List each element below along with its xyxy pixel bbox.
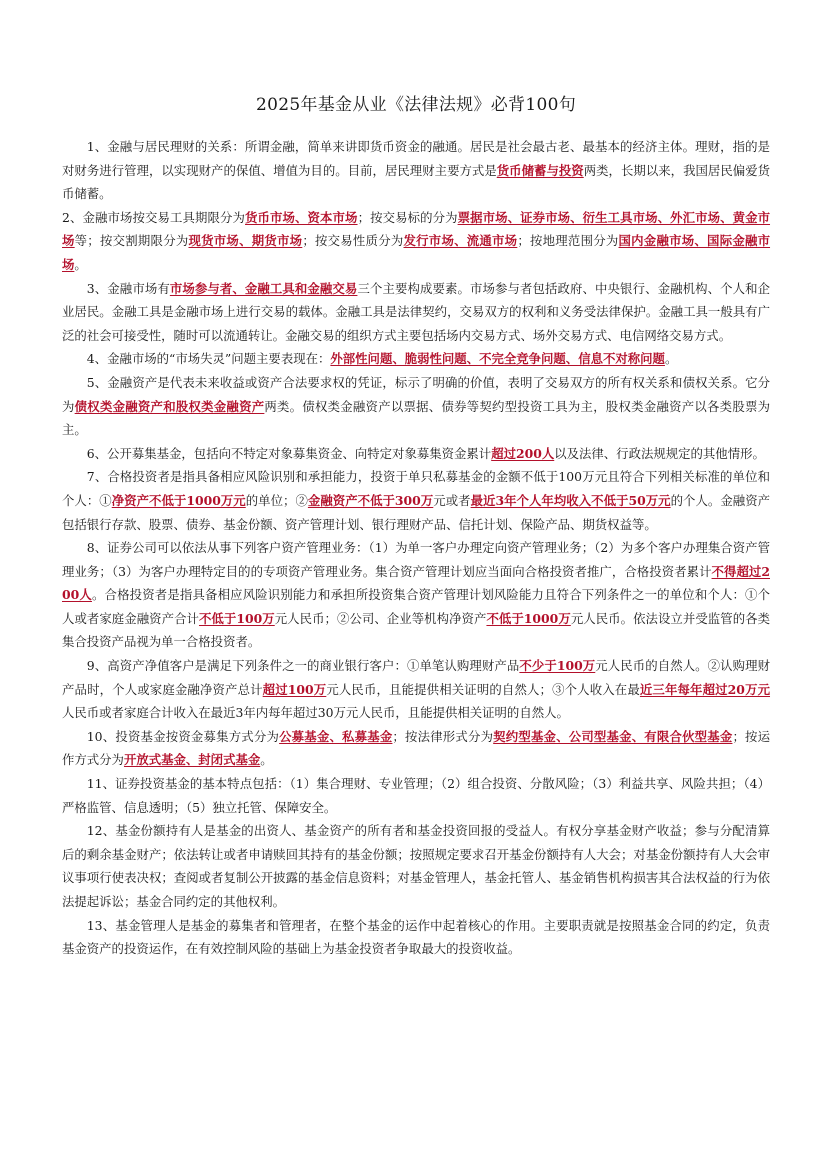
paragraph-3: [62, 277, 770, 348]
body-text: 等；按交割期限分为: [74, 233, 189, 249]
body-text: 两类，长期以来，我国居民偏爱货币储蓄。: [62, 162, 771, 202]
document-body: [62, 135, 770, 961]
highlight-text: 净资产不低于1000万元: [111, 492, 246, 508]
body-text: 元或者: [433, 492, 471, 508]
body-text: ；按交易标的分为: [357, 209, 458, 225]
body-text: 的单位；②: [245, 492, 308, 508]
highlight-text: 国内金融市场、国际金融市场: [62, 233, 771, 272]
highlight-text: 不低于1000万: [486, 610, 571, 626]
body-text: ；按运作方式分为: [62, 728, 771, 768]
body-text: 13、基金管理人是基金的募集者和管理者，在整个基金的运作中起着核心的作用。主要职责就是按照基金合同的约定，负责基金资产的投资运作，在有效控制风险的基础上为基金投资者争取最大的投资收益。: [62, 917, 770, 957]
highlight-text: 外部性问题、脆弱性问题、不完全竞争问题、信息不对称问题: [330, 351, 665, 367]
paragraph-13: [62, 914, 770, 961]
body-text: 。: [260, 752, 273, 768]
highlight-text: 不得超过200人: [62, 563, 770, 603]
body-text: 元人民币的自然人。②认购理财产品时，个人或家庭金融净资产总计: [62, 658, 771, 697]
body-text: 。合格投资者是指具备相应风险识别能力和承担所投资集合资产管理计划风险能力且符合下列条件之一的单位和个人：①个人或者家庭金融资产合计: [62, 587, 771, 626]
body-text: ；按交易性质分为: [302, 233, 404, 249]
document-page: [62, 90, 770, 961]
body-text: 以及法律、行政法规规定的其他情形。: [554, 445, 765, 461]
paragraph-11: [62, 772, 770, 819]
paragraph-4: [62, 347, 770, 371]
body-text: 12、基金份额持有人是基金的出资人、基金资产的所有者和基金投资回报的受益人。有权分享基金财产收益；参与分配清算后的剩余基金财产；依法转让或者申请赎回其持有的基金份额；按照规定要求召开基金份额持有人大会；对基金份额持有人大会审议事项行使表决权；查阅或者复制公开披露的基金信息资料；对基金管理人，基金托管人、基金销售机构损害其合法权益的行为依法提起诉讼；基金合同约定的其他权利。: [62, 823, 770, 909]
body-text: 元人民币；②公司、企业等机构净资产: [274, 610, 487, 626]
highlight-text: 超过100万: [262, 681, 327, 697]
body-text: 。: [74, 256, 87, 272]
body-text: 人民币或者家庭合计收入在最近3年内每年超过30万元人民币，且能提供相关证明的自然人。: [62, 705, 569, 721]
paragraph-8: [62, 536, 770, 654]
paragraph-1: [62, 135, 770, 206]
body-text: 4、金融市场的“市场失灵”问题主要表现在：: [86, 351, 331, 367]
paragraph-2: [62, 206, 770, 277]
body-text: 元人民币。依法设立并受监管的各类集合投资产品视为单一合格投资者。: [62, 610, 770, 650]
body-text: 三个主要构成要素。市场参与者包括政府、中央银行、金融机构、个人和企业居民。金融工具是金融市场上进行交易的载体。金融工具是法律契约，交易双方的权利和义务受法律保护。金融工具一般具有广泛的社会可接受性，随时可以流通转让。金融交易的组织方式主要包括场内交易方式、场外交易方式、电信网络交易方式。: [62, 280, 771, 343]
highlight-text: 契约型基金、公司型基金、有限合伙型基金: [493, 728, 733, 744]
body-text: 。: [664, 351, 678, 367]
paragraph-10: [62, 725, 770, 772]
highlight-text: 开放式基金、封闭式基金: [123, 752, 261, 768]
body-text: 9、高资产净值客户是满足下列条件之一的商业银行客户：①单笔认购理财产品: [86, 658, 520, 674]
highlight-text: 公募基金、私募基金: [279, 728, 393, 744]
highlight-text: 近三年每年超过20万元: [639, 681, 771, 697]
highlight-text: 债权类金融资产和股权类金融资产: [74, 398, 265, 414]
body-text: ；按法律形式分为: [392, 728, 494, 744]
paragraph-6: [62, 442, 770, 466]
body-text: 11、证券投资基金的基本特点包括：（1）集合理财、专业管理；（2）组合投资、分散风险；（3）利益共享、风险共担；（4）严格监管、信息透明；（5）独立托管、保障安全。: [62, 776, 770, 815]
body-text: 两类。债权类金融资产以票据、债券等契约型投资工具为主，股权类金融资产以各类股票为主。: [62, 398, 771, 438]
body-text: 的个人。金融资产包括银行存款、股票、债券、基金份额、资产管理计划、银行理财产品、信托计划、保险产品、期货权益等。: [62, 492, 771, 532]
body-text: 5、金融资产是代表未来收益或资产合法要求权的凭证，标示了明确的价值，表明了交易双方的所有权关系和债权关系。它分为: [62, 374, 770, 414]
highlight-text: 金融资产不低于300万: [307, 492, 434, 508]
highlight-text: 票据市场、证券市场、衍生工具市场、外汇市场、黄金市场: [62, 209, 771, 249]
highlight-text: 超过200人: [491, 445, 555, 461]
highlight-text: 市场参与者、金融工具和金融交易: [169, 280, 358, 296]
body-text: 7、合格投资者是指具备相应风险识别和承担能力，投资于单只私募基金的金额不低于100万元且符合下列相关标准的单位和个人：①: [62, 469, 770, 508]
highlight-text: 现货市场、期货市场: [188, 233, 303, 249]
body-text: 3、金融市场有: [86, 280, 170, 296]
highlight-text: 最近3年个人年均收入不低于50万元: [470, 492, 671, 508]
page-title: 2025年基金从业《法律法规》必背100句: [255, 95, 576, 115]
highlight-text: 货币储蓄与投资: [496, 162, 584, 178]
paragraph-12: [62, 819, 770, 913]
body-text: 1、金融与居民理财的关系：所谓金融，简单来讲即货币资金的融通。居民是社会最古老、最基本的经济主体。理财，指的是对财务进行管理，以实现财产的保值、增值为目的。目前，居民理财主要方式是: [62, 139, 770, 178]
highlight-text: 货币市场、资本市场: [245, 209, 358, 225]
body-text: 8、证券公司可以依法从事下列客户资产管理业务：（1）为单一客户办理定向资产管理业务；（2）为多个客户办理集合资产管理业务；（3）为客户办理特定目的的专项资产管理业务。集合资产管理计划应当面向合格投资者推广，合格投资者累计: [62, 540, 770, 579]
body-text: 6、公开募集基金，包括向不特定对象募集资金、向特定对象募集资金累计: [86, 445, 492, 461]
body-text: ；按地理范围分为: [517, 233, 619, 249]
paragraph-9: [62, 654, 770, 725]
body-text: 10、投资基金按资金募集方式分为: [86, 728, 280, 744]
paragraph-5: [62, 371, 770, 442]
highlight-text: 不低于100万: [198, 610, 275, 626]
paragraph-7: [62, 465, 770, 536]
body-text: 元人民币，且能提供相关证明的自然人；③个人收入在最: [326, 681, 640, 697]
body-text: 2、金融市场按交易工具期限分为: [62, 209, 246, 225]
highlight-text: 不少于100万: [519, 658, 596, 674]
highlight-text: 发行市场、流通市场: [403, 233, 518, 249]
